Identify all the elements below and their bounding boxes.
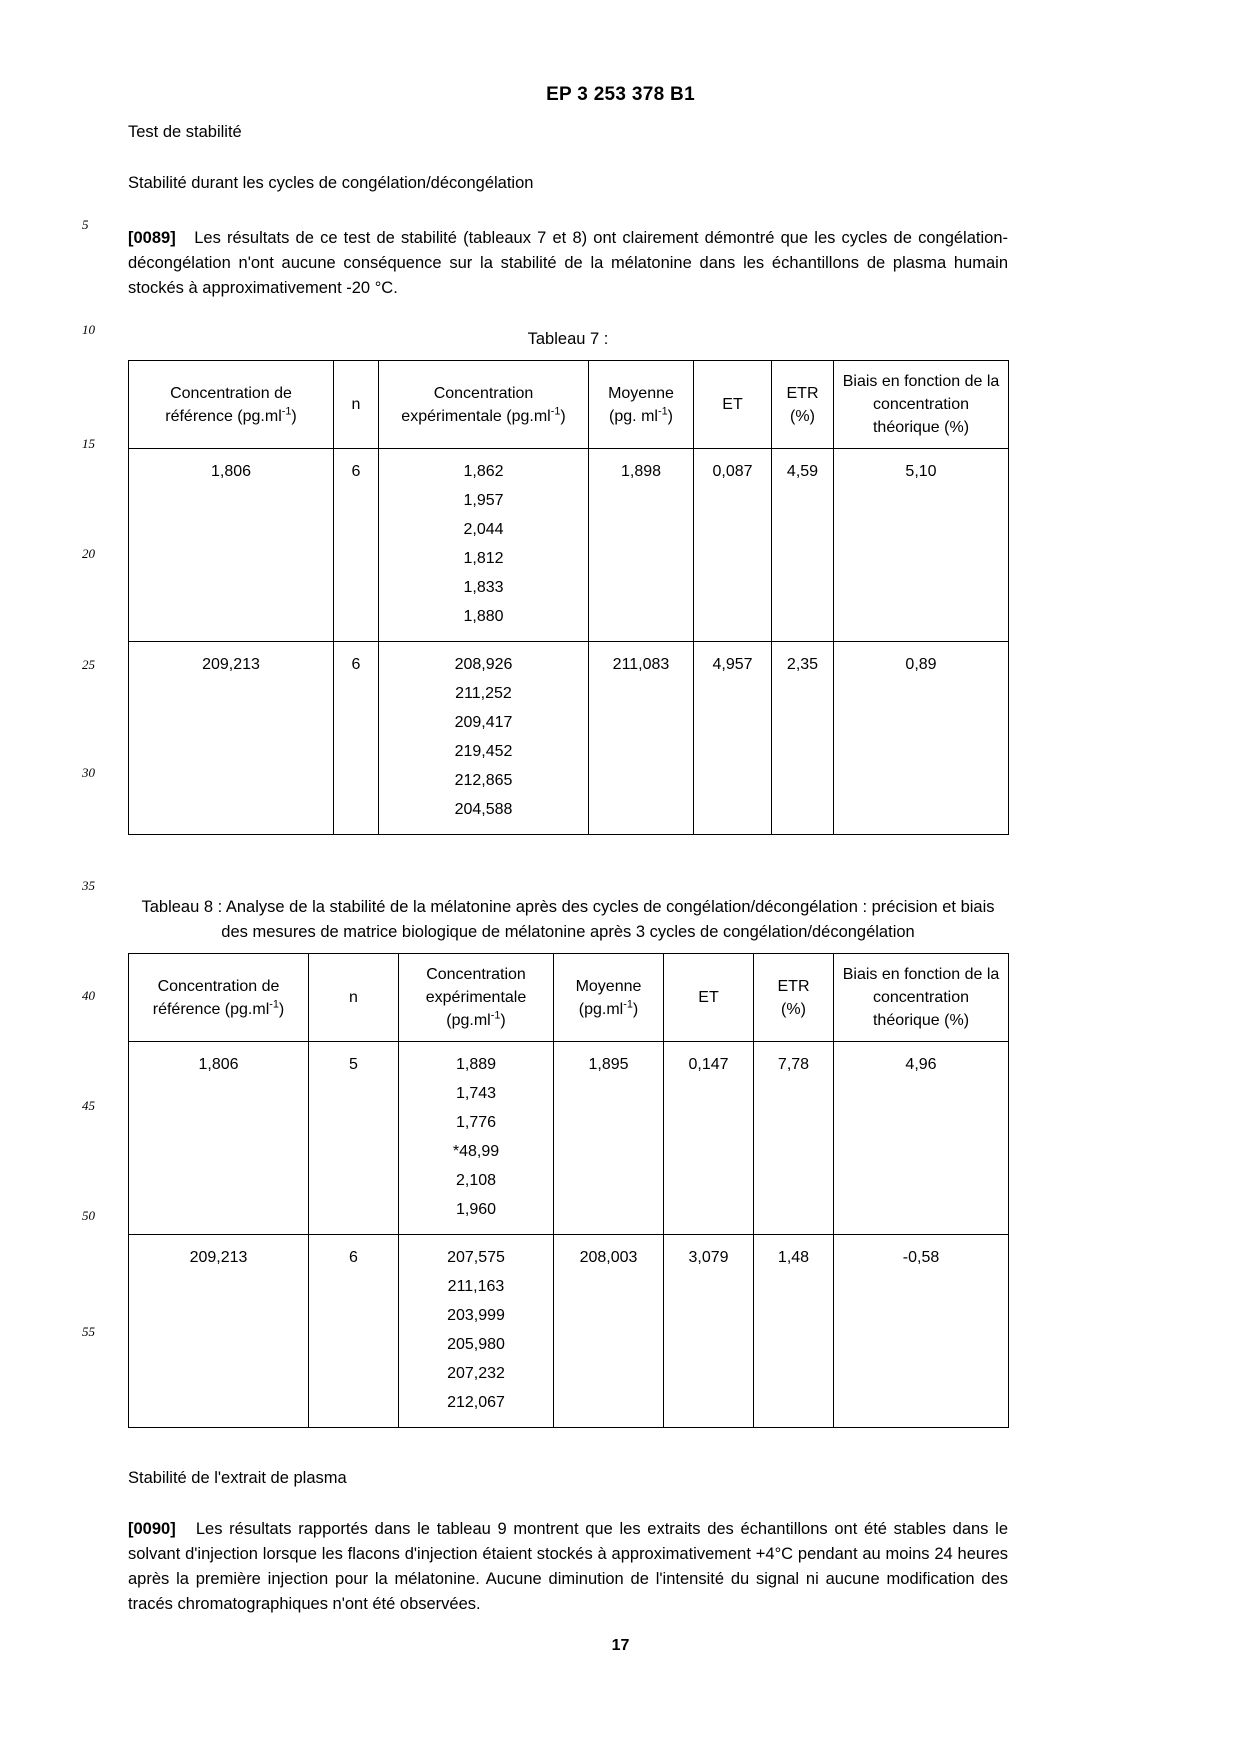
page-header-title: EP 3 253 378 B1 — [546, 84, 695, 105]
table8-r2-experimental — [399, 1235, 554, 1428]
table7-r2-reference: 209,213 — [129, 642, 334, 835]
table8-caption-line2: des mesures de matrice biologique de mélatonine après 3 cycles de congélation/décongélation — [221, 923, 915, 941]
table8-col-n — [309, 954, 399, 1042]
table7-r1-experimental — [379, 449, 589, 642]
table7-col-experimental-line2: expérimentale $(pg.ml^{-1})$ — [401, 405, 566, 425]
table-row — [129, 449, 1009, 642]
document-body — [128, 120, 1008, 1617]
line-number-50: 50 — [82, 1208, 95, 1223]
table8-r2-biais: -0,58 — [834, 1235, 1009, 1428]
table8-r2-experimental-list: 207,575 211,163 203,999 205,980 207,232 212,067 — [447, 1249, 505, 1411]
table8-r2-etr: 1,48 — [754, 1235, 834, 1428]
table8-r2-et: 3,079 — [664, 1235, 754, 1428]
table8-header-row — [129, 954, 1009, 1042]
line-number-15: 15 — [82, 436, 95, 451]
table7-col-biais-line3: théorique (%) — [872, 419, 970, 436]
table8-r1-biais: 4,96 — [834, 1042, 1009, 1235]
table7-col-etr-line2: (%) — [790, 407, 815, 425]
table7-caption: Tableau 7 : — [527, 330, 609, 348]
table-8 — [128, 953, 1009, 1428]
table8-col-reference-line1: Concentration de — [157, 977, 280, 995]
table7-r2-experimental — [379, 642, 589, 835]
table7-r1-reference: 1,806 — [129, 449, 334, 642]
paragraph-0089-text: Les résultats de ce test de stabilité (tableaux 7 et 8) ont clairement démontré que les cycles de congélation-décongélation n'ont aucune conséquence sur la stabilité de la mélatonine dans les échantillons de plasma humain stockés à approximativement -20 °C. — [128, 229, 1008, 297]
paragraph-0090-marker: [0090] — [128, 1520, 176, 1538]
paragraph-0089-marker: [0089] — [128, 229, 176, 247]
table-row — [129, 642, 1009, 835]
table7-col-experimental — [379, 361, 589, 449]
table8-col-biais-line2: concentration — [872, 989, 970, 1006]
table8-col-reference-line2: référence $(pg.ml^{-1})$ — [152, 998, 285, 1018]
paragraph-0090 — [128, 1517, 1008, 1617]
table8-r1-et: 0,147 — [664, 1042, 754, 1235]
table-row — [129, 1042, 1009, 1235]
table8-col-et — [664, 954, 754, 1042]
table8-col-moyenne — [554, 954, 664, 1042]
table8-col-et-label: ET — [698, 989, 719, 1006]
table-row — [129, 1235, 1009, 1428]
table7-col-reference-line2: référence $(pg.ml^{-1})$ — [165, 405, 297, 425]
table7-col-moyenne — [589, 361, 694, 449]
table7-col-moyenne-line2: (pg. $ml^{-1}$) — [609, 405, 673, 425]
paragraph-0090-text: Les résultats rapportés dans le tableau 9 montrent que les extraits des échantillons ont été stables dans le solvant d'injection lorsque les flacons d'injection étaient stockés à approximativement +4°C pendant au moins 24 heures après la première injection pour la mélatonine. Aucune diminution de l'intensité du signal ni aucune modification des tracés chromatographiques n'ont été observées. — [128, 1520, 1008, 1613]
line-number-5: 5 — [82, 217, 89, 232]
table7-col-biais-line2: concentration — [872, 396, 970, 413]
table8-col-experimental-line3: $(pg.ml^{-1})$ — [446, 1009, 506, 1029]
table7-col-n — [334, 361, 379, 449]
line-number-40: 40 — [82, 988, 95, 1003]
line-number-20: 20 — [82, 546, 95, 561]
superscript-minus-one: -1 — [490, 1009, 501, 1022]
table7-col-et-label: ET — [722, 396, 743, 413]
table7-r2-et: 4,957 — [694, 642, 772, 835]
table7-r1-moyenne: 1,898 — [589, 449, 694, 642]
page-number: 17 — [611, 1637, 630, 1654]
table8-col-experimental-line2: expérimentale — [425, 989, 527, 1006]
table7-header-row — [129, 361, 1009, 449]
table8-r1-experimental-list: 1,889 1,743 1,776 *48,99 2,108 1,960 — [452, 1056, 500, 1218]
table8-r1-reference: 1,806 — [129, 1042, 309, 1235]
table7-col-experimental-line1: Concentration — [433, 384, 534, 402]
table8-col-biais — [834, 954, 1009, 1042]
table7-col-biais — [834, 361, 1009, 449]
table7-r2-n: 6 — [334, 642, 379, 835]
table8-col-biais-line3: théorique (%) — [872, 1012, 970, 1029]
table8-r2-n: 6 — [309, 1235, 399, 1428]
superscript-minus-one: -1 — [269, 998, 279, 1011]
table8-col-moyenne-line1: Moyenne — [575, 977, 642, 995]
line-number-25: 25 — [82, 657, 95, 672]
table8-col-experimental — [399, 954, 554, 1042]
superscript-minus-one: -1 — [657, 405, 668, 418]
table7-col-etr — [772, 361, 834, 449]
table7-col-etr-line1: ETR — [786, 384, 819, 402]
line-number-45: 45 — [82, 1098, 95, 1113]
table7-r2-moyenne: 211,083 — [589, 642, 694, 835]
table8-r2-moyenne: 208,003 — [554, 1235, 664, 1428]
table8-r1-etr: 7,78 — [754, 1042, 834, 1235]
table7-r1-et: 0,087 — [694, 449, 772, 642]
line-number-10: 10 — [82, 322, 95, 337]
table7-col-reference-line1: Concentration de — [170, 384, 292, 402]
line-number-55: 55 — [82, 1324, 95, 1339]
superscript-minus-one: -1 — [281, 405, 292, 418]
table7-r2-biais: 0,89 — [834, 642, 1009, 835]
table7-col-moyenne-line1: Moyenne — [608, 384, 674, 402]
table7-r2-experimental-list: 208,926 211,252 209,417 219,452 212,865 204,588 — [454, 656, 513, 818]
superscript-minus-one: -1 — [623, 998, 633, 1011]
table-7 — [128, 360, 1009, 835]
table8-col-n-label: n — [349, 989, 358, 1006]
table8-col-etr-line1: ETR — [777, 977, 810, 995]
table8-col-etr — [754, 954, 834, 1042]
table7-r1-biais: 5,10 — [834, 449, 1009, 642]
paragraph-0089 — [128, 226, 1008, 301]
table8-col-experimental-line1: Concentration — [426, 966, 526, 983]
table7-col-biais-line1: Biais en fonction de la — [842, 373, 1000, 390]
superscript-minus-one: -1 — [550, 405, 561, 418]
table7-r2-etr: 2,35 — [772, 642, 834, 835]
heading-stabilite-cycles: Stabilité durant les cycles de congélation/décongélation — [128, 174, 534, 192]
table8-r1-experimental — [399, 1042, 554, 1235]
table7-r1-experimental-list: 1,862 1,957 2,044 1,812 1,833 1,880 — [463, 463, 504, 625]
table8-col-biais-line1: Biais en fonction de la — [842, 966, 1000, 983]
table8-r2-reference: 209,213 — [129, 1235, 309, 1428]
table8-r1-moyenne: 1,895 — [554, 1042, 664, 1235]
line-number-30: 30 — [82, 765, 95, 780]
table7-col-n-label: n — [351, 396, 361, 413]
table8-col-etr-line2: (%) — [781, 1000, 806, 1018]
heading-test-de-stabilite: Test de stabilité — [128, 123, 242, 141]
table7-r1-n: 6 — [334, 449, 379, 642]
table7-col-et — [694, 361, 772, 449]
table8-col-reference — [129, 954, 309, 1042]
table8-col-moyenne-line2: $(pg.ml^{-1})$ — [578, 998, 639, 1018]
heading-stabilite-extrait: Stabilité de l'extrait de plasma — [128, 1469, 347, 1487]
table8-r1-n: 5 — [309, 1042, 399, 1235]
table7-col-reference — [129, 361, 334, 449]
line-number-35: 35 — [82, 878, 95, 893]
table7-r1-etr: 4,59 — [772, 449, 834, 642]
table8-caption-line1: Tableau 8 : Analyse de la stabilité de la mélatonine après des cycles de congélation/décongélation : précision et biais — [141, 898, 995, 916]
